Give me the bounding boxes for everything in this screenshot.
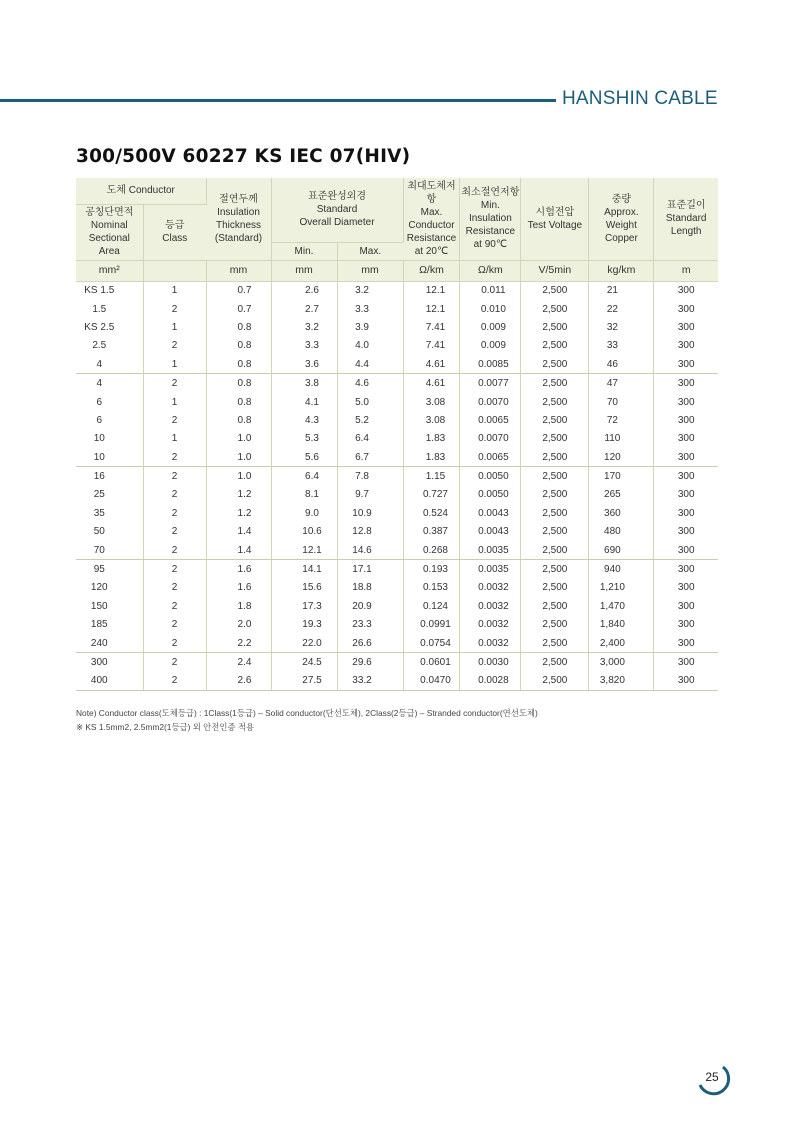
table-cell: 3,000 xyxy=(589,653,654,672)
table-cell: 1.6 xyxy=(206,579,271,597)
table-cell: 2,500 xyxy=(521,672,589,691)
table-cell: 26.6 xyxy=(337,634,403,653)
table-cell: 2,500 xyxy=(521,597,589,615)
table-cell: 15.6 xyxy=(271,579,337,597)
table-cell: 2,500 xyxy=(521,393,589,411)
table-cell: 4.4 xyxy=(337,355,403,374)
table-cell: 300 xyxy=(677,433,695,445)
table-cell: 150 xyxy=(76,597,143,615)
table-cell: 2 xyxy=(143,486,206,504)
table-cell: 0.8 xyxy=(206,393,271,411)
table-cell: 7.41 xyxy=(403,318,460,336)
table-cell: 1.8 xyxy=(206,597,271,615)
table-cell: 22.0 xyxy=(271,634,337,653)
table-cell: 0.8 xyxy=(206,318,271,336)
table-cell: 5.2 xyxy=(337,411,403,429)
table-cell: 1.0 xyxy=(206,430,271,448)
table-cell: 9.7 xyxy=(337,486,403,504)
table-cell: 0.011 xyxy=(460,281,521,300)
table-cell: 2,500 xyxy=(521,411,589,429)
table-cell: 2.4 xyxy=(206,653,271,672)
table-cell: 0.0032 xyxy=(460,616,521,634)
table-cell: 360 xyxy=(589,504,654,522)
table-cell: 400 xyxy=(76,672,143,691)
table-cell: 3.6 xyxy=(271,355,337,374)
table-cell: 72 xyxy=(589,411,654,429)
table-cell: 0.7 xyxy=(206,300,271,318)
table-cell: 22 xyxy=(589,300,654,318)
table-cell: 2,400 xyxy=(589,634,654,653)
table-cell: 2,500 xyxy=(521,541,589,560)
table-row xyxy=(76,653,718,672)
spec-table xyxy=(76,178,718,691)
table-cell: 300 xyxy=(677,414,695,426)
table-cell: 2 xyxy=(143,653,206,672)
table-cell: 2,500 xyxy=(521,448,589,467)
table-cell: 1,470 xyxy=(589,597,654,615)
table-cell: 1.5 xyxy=(76,300,143,318)
table-cell: 300 xyxy=(677,285,695,297)
table-cell: 300 xyxy=(677,657,695,668)
table-cell: 0.0043 xyxy=(460,504,521,522)
max-header: Max. xyxy=(337,242,403,260)
table-cell: 14.6 xyxy=(337,541,403,560)
table-row xyxy=(76,523,718,541)
table-cell: 6.7 xyxy=(337,448,403,467)
table-cell: 300 xyxy=(677,340,695,352)
min-header: Min. xyxy=(271,242,337,260)
table-cell: 2,500 xyxy=(521,355,589,374)
table-cell: 2 xyxy=(143,448,206,467)
table-cell: 1.4 xyxy=(206,541,271,560)
note-certification: ※ KS 1.5mm2, 2.5mm2(1등급) 외 안전인증 적용 xyxy=(76,722,255,732)
table-row xyxy=(76,672,718,691)
table-cell: 2,500 xyxy=(521,318,589,336)
table-cell: 17.1 xyxy=(337,560,403,579)
table-cell: 12.8 xyxy=(337,523,403,541)
table-cell: 300 xyxy=(654,634,718,653)
table-cell: 0.0035 xyxy=(460,541,521,560)
table-cell: 2.0 xyxy=(206,616,271,634)
table-cell: 0.0991 xyxy=(403,616,460,634)
table-cell: 2.6 xyxy=(271,281,337,300)
table-cell: 2,500 xyxy=(521,634,589,653)
table-cell: 70 xyxy=(76,541,143,560)
table-cell: 6 xyxy=(76,411,143,429)
table-cell: KS 2.5 xyxy=(76,318,143,336)
page-number: 25 xyxy=(696,1061,732,1097)
insulation-header: 절연두께 Insulation Thickness (Standard) xyxy=(206,178,271,260)
page-title: 300/500V 60227 KS IEC 07(HIV) xyxy=(76,146,411,167)
table-row xyxy=(76,541,718,560)
table-cell: 1 xyxy=(143,430,206,448)
table-cell: 6 xyxy=(76,393,143,411)
table-cell: 10.9 xyxy=(337,504,403,522)
table-cell: 2.2 xyxy=(206,634,271,653)
conductor-header: 도체 Conductor xyxy=(76,178,206,204)
table-row xyxy=(76,467,718,486)
test-voltage-header: 시험전압 Test Voltage xyxy=(521,178,589,260)
table-cell: 300 xyxy=(654,541,718,560)
table-cell: 170 xyxy=(589,467,654,486)
table-cell: 8.1 xyxy=(271,486,337,504)
table-cell: 4.0 xyxy=(337,337,403,355)
table-cell: 3.08 xyxy=(403,393,460,411)
table-cell: 10 xyxy=(76,430,143,448)
table-cell: 300 xyxy=(654,448,718,467)
table-cell: 32 xyxy=(589,318,654,336)
table-cell: 14.1 xyxy=(271,560,337,579)
table-cell: 1.83 xyxy=(403,448,460,467)
table-cell: 5.3 xyxy=(271,430,337,448)
length-header: 표준길이 Standard Length xyxy=(654,178,718,260)
table-cell: 0.010 xyxy=(460,300,521,318)
table-cell: 10 xyxy=(76,448,143,467)
table-cell: 0.0035 xyxy=(460,560,521,579)
table-cell: 300 xyxy=(677,303,695,315)
table-cell: 2,500 xyxy=(521,337,589,355)
table-cell: 2,500 xyxy=(521,430,589,448)
table-cell: 2 xyxy=(143,411,206,429)
table-row xyxy=(76,393,718,411)
table-cell: 25 xyxy=(76,486,143,504)
table-row xyxy=(76,355,718,374)
table-cell: 9.0 xyxy=(271,504,337,522)
table-cell: 2,500 xyxy=(521,281,589,300)
table-row xyxy=(76,318,718,336)
table-cell: 2 xyxy=(143,337,206,355)
table-cell: 940 xyxy=(589,560,654,579)
table-cell: 0.193 xyxy=(403,560,460,579)
table-cell: 300 xyxy=(677,564,695,576)
table-cell: KS 1.5 xyxy=(76,281,143,300)
table-cell: 12.1 xyxy=(403,300,460,318)
table-cell: 46 xyxy=(589,355,654,374)
table-cell: 4 xyxy=(76,374,143,393)
table-cell: 0.0065 xyxy=(460,448,521,467)
table-cell: 2,500 xyxy=(521,616,589,634)
table-cell: 0.8 xyxy=(206,411,271,429)
table-cell: 240 xyxy=(76,634,143,653)
table-cell: 1.2 xyxy=(206,486,271,504)
table-row xyxy=(76,281,718,300)
table-cell: 3,820 xyxy=(589,672,654,691)
table-row xyxy=(76,616,718,634)
table-cell: 0.153 xyxy=(403,579,460,597)
table-cell: 35 xyxy=(76,504,143,522)
table-cell: 0.524 xyxy=(403,504,460,522)
table-cell: 110 xyxy=(589,430,654,448)
table-cell: 300 xyxy=(677,471,695,483)
table-cell: 2 xyxy=(143,523,206,541)
table-cell: 95 xyxy=(76,560,143,579)
table-cell: 2,500 xyxy=(521,523,589,541)
table-cell: 1.4 xyxy=(206,523,271,541)
table-cell: 300 xyxy=(76,653,143,672)
table-cell: 265 xyxy=(589,486,654,504)
table-cell: 0.0070 xyxy=(460,430,521,448)
table-cell: 0.0754 xyxy=(403,634,460,653)
brand-name: HANSHIN CABLE xyxy=(562,88,718,109)
table-cell: 2 xyxy=(143,634,206,653)
table-cell: 2 xyxy=(143,616,206,634)
table-row xyxy=(76,504,718,522)
table-row xyxy=(76,579,718,597)
table-cell: 50 xyxy=(76,523,143,541)
table-cell: 1.0 xyxy=(206,448,271,467)
table-cell: 3.2 xyxy=(337,281,403,300)
table-cell: 0.0032 xyxy=(460,634,521,653)
table-cell: 300 xyxy=(677,619,695,631)
table-cell: 120 xyxy=(589,448,654,467)
table-cell: 2 xyxy=(143,541,206,560)
table-cell: 0.727 xyxy=(403,486,460,504)
table-cell: 4.1 xyxy=(271,393,337,411)
table-cell: 300 xyxy=(654,672,718,691)
table-cell: 4.6 xyxy=(337,374,403,393)
table-cell: 70 xyxy=(589,393,654,411)
table-row xyxy=(76,374,718,393)
table-cell: 4.61 xyxy=(403,374,460,393)
table-cell: 4 xyxy=(76,355,143,374)
table-cell: 2,500 xyxy=(521,579,589,597)
table-cell: 300 xyxy=(677,321,695,333)
table-cell: 1,840 xyxy=(589,616,654,634)
table-cell: 19.3 xyxy=(271,616,337,634)
table-row xyxy=(76,411,718,429)
table-cell: 2 xyxy=(143,374,206,393)
table-cell: 33.2 xyxy=(337,672,403,691)
table-cell: 1.0 xyxy=(206,467,271,486)
table-cell: 20.9 xyxy=(337,597,403,615)
table-cell: 0.0043 xyxy=(460,523,521,541)
table-cell: 33 xyxy=(589,337,654,355)
table-cell: 0.8 xyxy=(206,355,271,374)
table-cell: 2,500 xyxy=(521,467,589,486)
nominal-area-header: 공칭단면적 Nominal Sectional Area xyxy=(76,204,143,260)
table-cell: 6.4 xyxy=(337,430,403,448)
table-cell: 1 xyxy=(143,281,206,300)
table-cell: 1.6 xyxy=(206,560,271,579)
table-cell: 0.387 xyxy=(403,523,460,541)
table-cell: 1.15 xyxy=(403,467,460,486)
table-cell: 690 xyxy=(589,541,654,560)
table-cell: 0.0032 xyxy=(460,579,521,597)
table-row xyxy=(76,560,718,579)
table-cell: 10.6 xyxy=(271,523,337,541)
table-cell: 185 xyxy=(76,616,143,634)
table-cell: 16 xyxy=(76,467,143,486)
table-cell: 1.2 xyxy=(206,504,271,522)
units-row: mm² mm mm mm Ω/km Ω/km V/5min kg/km m xyxy=(76,260,718,281)
table-cell: 0.009 xyxy=(460,337,521,355)
notes xyxy=(76,706,538,734)
table-cell: 2 xyxy=(143,560,206,579)
table-cell: 27.5 xyxy=(271,672,337,691)
table-cell: 23.3 xyxy=(337,616,403,634)
table-cell: 2.6 xyxy=(206,672,271,691)
table-cell: 2 xyxy=(143,672,206,691)
table-row xyxy=(76,300,718,318)
table-cell: 12.1 xyxy=(271,541,337,560)
table-cell: 300 xyxy=(677,582,695,594)
table-cell: 480 xyxy=(589,523,654,541)
table-cell: 300 xyxy=(677,526,695,538)
table-cell: 120 xyxy=(76,579,143,597)
table-cell: 300 xyxy=(677,378,695,390)
table-cell: 0.0070 xyxy=(460,393,521,411)
table-cell: 4.3 xyxy=(271,411,337,429)
table-cell: 300 xyxy=(677,507,695,519)
table-cell: 2,500 xyxy=(521,653,589,672)
class-header: 등급 Class xyxy=(143,204,206,260)
table-cell: 1 xyxy=(143,393,206,411)
table-cell: 29.6 xyxy=(337,653,403,672)
table-cell: 2 xyxy=(143,300,206,318)
table-cell: 0.0065 xyxy=(460,411,521,429)
table-cell: 0.0601 xyxy=(403,653,460,672)
table-cell: 300 xyxy=(677,489,695,501)
table-cell: 1 xyxy=(143,355,206,374)
table-cell: 2,500 xyxy=(521,300,589,318)
table-cell: 0.0050 xyxy=(460,467,521,486)
table-cell: 3.08 xyxy=(403,411,460,429)
table-cell: 4.61 xyxy=(403,355,460,374)
conductor-resistance-header: 최대도체저항 Max. Conductor Resistance at 20℃ xyxy=(403,178,460,260)
table-cell: 0.7 xyxy=(206,281,271,300)
table-cell: 47 xyxy=(589,374,654,393)
table-cell: 2,500 xyxy=(521,504,589,522)
weight-header: 중량 Approx. Weight Copper xyxy=(589,178,654,260)
table-cell: 0.124 xyxy=(403,597,460,615)
table-cell: 0.0085 xyxy=(460,355,521,374)
table-row xyxy=(76,597,718,615)
table-cell: 0.0032 xyxy=(460,597,521,615)
table-row xyxy=(76,486,718,504)
table-cell: 0.0470 xyxy=(403,672,460,691)
table-cell: 0.8 xyxy=(206,337,271,355)
table-cell: 6.4 xyxy=(271,467,337,486)
overall-diameter-header: 표준완성외경 Standard Overall Diameter xyxy=(271,178,403,242)
table-cell: 12.1 xyxy=(403,281,460,300)
table-cell: 0.268 xyxy=(403,541,460,560)
table-cell: 24.5 xyxy=(271,653,337,672)
table-cell: 3.3 xyxy=(271,337,337,355)
table-cell: 2,500 xyxy=(521,486,589,504)
table-cell: 1,210 xyxy=(589,579,654,597)
brand-rule xyxy=(0,99,556,102)
table-row xyxy=(76,337,718,355)
table-cell: 7.41 xyxy=(403,337,460,355)
table-cell: 3.8 xyxy=(271,374,337,393)
table-cell: 0.009 xyxy=(460,318,521,336)
table-cell: 2 xyxy=(143,504,206,522)
table-cell: 0.0028 xyxy=(460,672,521,691)
insulation-resistance-header: 최소절연저항 Min. Insulation Resistance at 90℃ xyxy=(460,178,521,260)
table-cell: 1 xyxy=(143,318,206,336)
table-cell: 3.3 xyxy=(337,300,403,318)
table-cell: 7.8 xyxy=(337,467,403,486)
table-cell: 2.5 xyxy=(76,337,143,355)
table-cell: 300 xyxy=(654,355,718,374)
table-cell: 17.3 xyxy=(271,597,337,615)
table-cell: 2 xyxy=(143,579,206,597)
table-cell: 5.6 xyxy=(271,448,337,467)
table-cell: 2,500 xyxy=(521,560,589,579)
table-row xyxy=(76,448,718,467)
table-cell: 1.83 xyxy=(403,430,460,448)
table-cell: 2.7 xyxy=(271,300,337,318)
note-class: Note) Conductor class(도체등급) : 1Class(1등급) – Solid conductor(단선도체), 2Class(2등급) – Stranded conductor(연선도체) xyxy=(76,708,538,718)
table-cell: 21 xyxy=(589,281,654,300)
table-cell: 5.0 xyxy=(337,393,403,411)
table-cell: 2,500 xyxy=(521,374,589,393)
table-cell: 3.2 xyxy=(271,318,337,336)
table-cell: 0.0050 xyxy=(460,486,521,504)
table-cell: 0.0030 xyxy=(460,653,521,672)
table-cell: 0.8 xyxy=(206,374,271,393)
table-cell: 0.0077 xyxy=(460,374,521,393)
table-row xyxy=(76,634,718,653)
table-cell: 300 xyxy=(677,396,695,408)
table-cell: 2 xyxy=(143,467,206,486)
table-row xyxy=(76,430,718,448)
table-cell: 300 xyxy=(677,600,695,612)
table-cell: 3.9 xyxy=(337,318,403,336)
table-cell: 18.8 xyxy=(337,579,403,597)
table-cell: 2 xyxy=(143,597,206,615)
